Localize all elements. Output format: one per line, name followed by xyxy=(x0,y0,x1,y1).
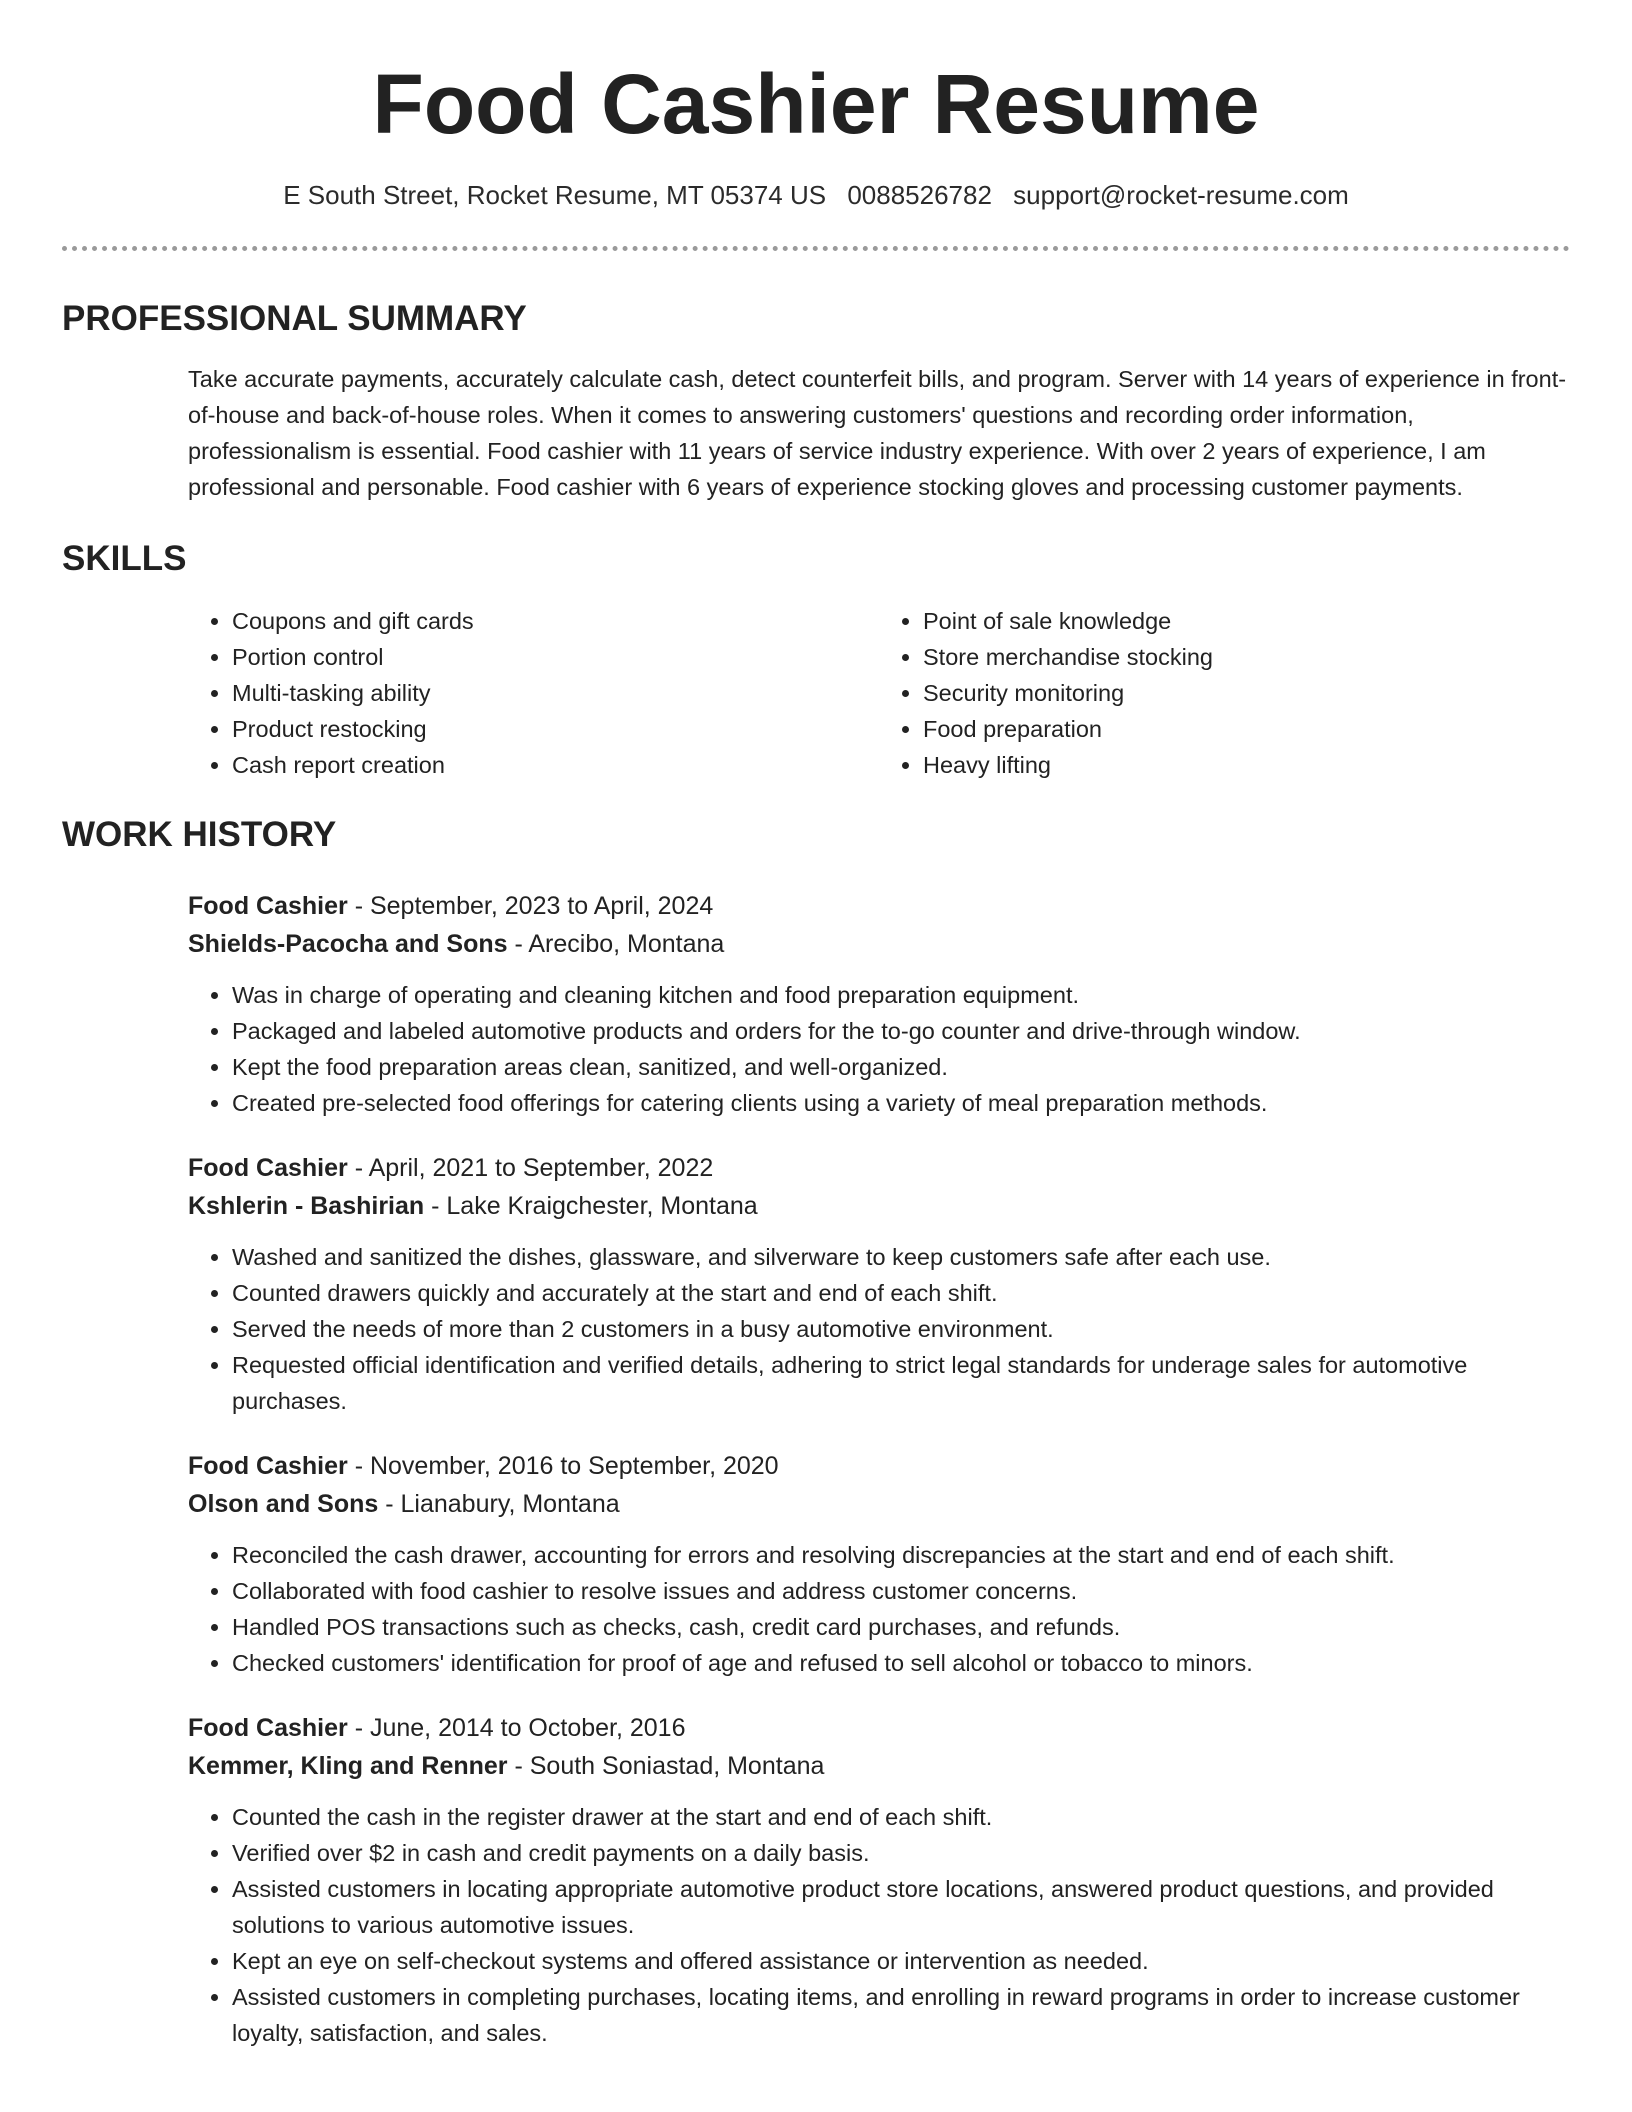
resume-title: Food Cashier Resume xyxy=(372,57,1260,151)
job-company-line xyxy=(188,925,1570,963)
skills-left-list xyxy=(188,603,879,783)
job-company-line xyxy=(188,1747,1570,1785)
job-company-line xyxy=(188,1485,1570,1523)
duty-item: • Requested official identification and verified details, adhering to strict legal standards for underage sales for automotive purchases. xyxy=(232,1347,1570,1419)
skill-item: • Cash report creation xyxy=(232,747,879,783)
duty-item: • Kept an eye on self-checkout systems and offered assistance or intervention as needed. xyxy=(232,1943,1570,1979)
work-history-heading: WORK HISTORY xyxy=(62,815,337,854)
job-entry xyxy=(188,1709,1570,2051)
skills-heading: SKILLS xyxy=(62,539,187,578)
job-duties xyxy=(188,977,1570,1121)
skills-grid xyxy=(188,603,1570,783)
job-company: Kshlerin - Bashirian xyxy=(188,1192,425,1220)
job-company-line xyxy=(188,1187,1570,1225)
job-company: Olson and Sons xyxy=(188,1490,379,1518)
skills-right-list xyxy=(879,603,1570,783)
job-entry xyxy=(188,1149,1570,1419)
duty-item: • Counted drawers quickly and accurately at the start and end of each shift. xyxy=(232,1275,1570,1311)
contact-phone: 0088526782 xyxy=(847,180,992,210)
duty-item: • Collaborated with food cashier to resolve issues and address customer concerns. xyxy=(232,1573,1570,1609)
skill-item: • Point of sale knowledge xyxy=(923,603,1570,639)
summary-heading: PROFESSIONAL SUMMARY xyxy=(62,299,527,338)
skill-item: • Multi-tasking ability xyxy=(232,675,879,711)
job-title-line xyxy=(188,1447,1570,1485)
job-entry xyxy=(188,887,1570,1121)
skill-item: • Portion control xyxy=(232,639,879,675)
summary-block xyxy=(62,361,1570,505)
job-duties xyxy=(188,1537,1570,1681)
skill-item: • Food preparation xyxy=(923,711,1570,747)
job-title-line xyxy=(188,1149,1570,1187)
skills-block xyxy=(62,603,1570,783)
contact-address: E South Street, Rocket Resume, MT 05374 US xyxy=(283,180,827,210)
skill-item: • Heavy lifting xyxy=(923,747,1570,783)
job-entry xyxy=(188,1447,1570,1681)
duty-item: • Created pre-selected food offerings for catering clients using a variety of meal preparation methods. xyxy=(232,1085,1570,1121)
header-divider xyxy=(62,246,1570,251)
job-duties xyxy=(188,1799,1570,2051)
duty-item: • Kept the food preparation areas clean, sanitized, and well-organized. xyxy=(232,1049,1570,1085)
job-title: Food Cashier xyxy=(188,1154,348,1182)
job-location: - Arecibo, Montana xyxy=(507,930,725,958)
job-location: - South Soniastad, Montana xyxy=(507,1752,825,1780)
job-location: - Lianabury, Montana xyxy=(378,1490,620,1518)
duty-item: • Washed and sanitized the dishes, glassware, and silverware to keep customers safe after each use. xyxy=(232,1239,1570,1275)
duty-item: • Assisted customers in completing purchases, locating items, and enrolling in reward programs in order to increase customer loyalty, satisfaction, and sales. xyxy=(232,1979,1570,2051)
duty-item: • Was in charge of operating and cleaning kitchen and food preparation equipment. xyxy=(232,977,1570,1013)
job-dates: - September, 2023 to April, 2024 xyxy=(347,892,714,920)
job-dates: - June, 2014 to October, 2016 xyxy=(347,1714,686,1742)
skill-item: • Coupons and gift cards xyxy=(232,603,879,639)
job-title: Food Cashier xyxy=(188,1714,348,1742)
job-title: Food Cashier xyxy=(188,892,348,920)
duty-item: • Assisted customers in locating appropriate automotive product store locations, answered product questions, and provided solutions to various automotive issues. xyxy=(232,1871,1570,1943)
job-title: Food Cashier xyxy=(188,1452,348,1480)
skill-item: • Product restocking xyxy=(232,711,879,747)
summary-text: Take accurate payments, accurately calculate cash, detect counterfeit bills, and program. Server with 14 years of experience in front-of-house and back-of-house roles. When it comes to answering customers' questions and recording order information, professionalism is essential. Food cashier with 11 years of service industry experience. With over 2 years of experience, I am professional and personable. Food cashier with 6 years of experience stocking gloves and processing customer payments. xyxy=(188,366,1567,500)
job-company: Kemmer, Kling and Renner xyxy=(188,1752,508,1780)
duty-item: • Checked customers' identification for proof of age and refused to sell alcohol or tobacco to minors. xyxy=(232,1645,1570,1681)
job-dates: - November, 2016 to September, 2020 xyxy=(347,1452,779,1480)
job-title-line xyxy=(188,887,1570,925)
contact-email: support@rocket-resume.com xyxy=(1013,180,1349,210)
contact-line xyxy=(62,178,1570,212)
work-history-block xyxy=(62,887,1570,2051)
duty-item: • Verified over $2 in cash and credit payments on a daily basis. xyxy=(232,1835,1570,1871)
skill-item: • Store merchandise stocking xyxy=(923,639,1570,675)
job-title-line xyxy=(188,1709,1570,1747)
duty-item: • Handled POS transactions such as checks, cash, credit card purchases, and refunds. xyxy=(232,1609,1570,1645)
duty-item: • Reconciled the cash drawer, accounting for errors and resolving discrepancies at the start and end of each shift. xyxy=(232,1537,1570,1573)
skill-item: • Security monitoring xyxy=(923,675,1570,711)
duty-item: • Counted the cash in the register drawer at the start and end of each shift. xyxy=(232,1799,1570,1835)
job-company: Shields-Pacocha and Sons xyxy=(188,930,508,958)
job-dates: - April, 2021 to September, 2022 xyxy=(347,1154,714,1182)
job-duties xyxy=(188,1239,1570,1419)
job-location: - Lake Kraigchester, Montana xyxy=(424,1192,758,1220)
duty-item: • Served the needs of more than 2 customers in a busy automotive environment. xyxy=(232,1311,1570,1347)
duty-item: • Packaged and labeled automotive products and orders for the to-go counter and drive-through window. xyxy=(232,1013,1570,1049)
